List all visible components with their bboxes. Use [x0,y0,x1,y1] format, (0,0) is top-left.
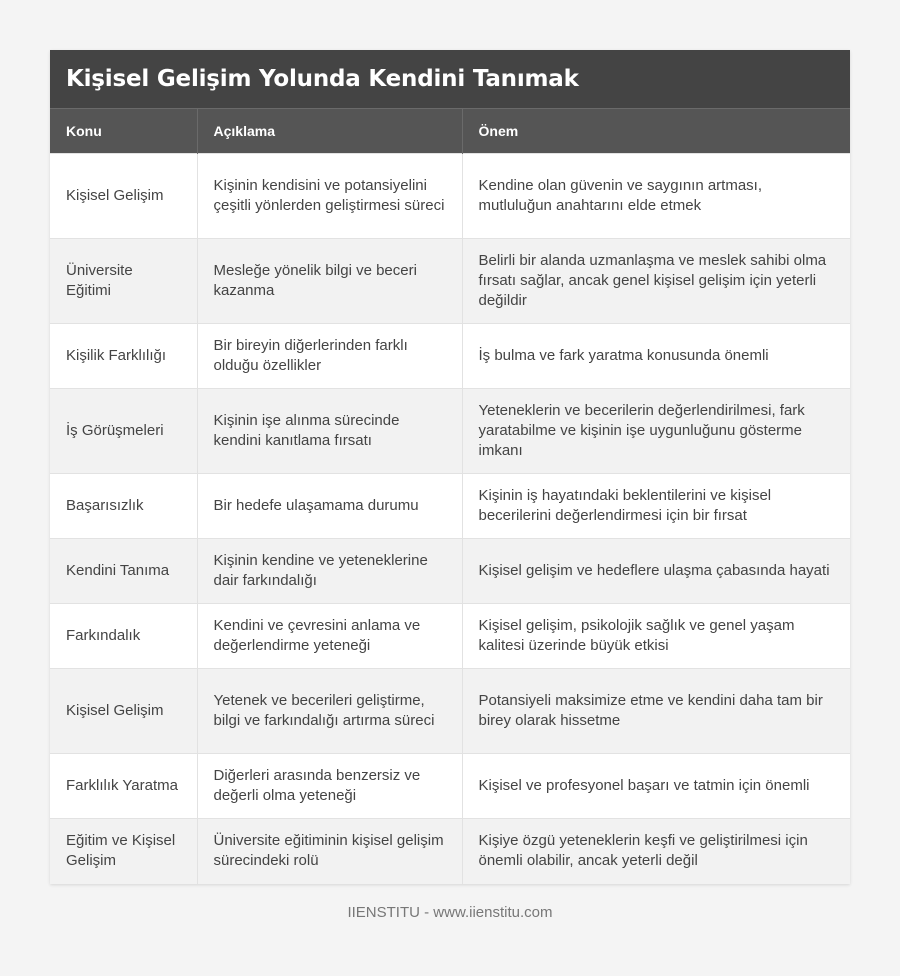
title-bar [50,50,850,108]
table-row [50,604,850,669]
column-header-konu: Konu [50,109,197,154]
cell-konu: Kişilik Farklılığı [50,324,197,389]
cell-konu: Kendini Tanıma [50,539,197,604]
data-table [50,108,850,884]
cell-konu: İş Görüşmeleri [50,389,197,474]
cell-aciklama: Bir hedefe ulaşamama durumu [197,474,462,539]
cell-aciklama: Kişinin kendine ve yeteneklerine dair farkındalığı [197,539,462,604]
cell-aciklama: Kendini ve çevresini anlama ve değerlendirme yeteneği [197,604,462,669]
cell-aciklama: Üniversite eğitiminin kişisel gelişim sürecindeki rolü [197,819,462,884]
table-card [50,50,850,884]
cell-onem: Kişinin iş hayatındaki beklentilerini ve kişisel becerilerini değerlendirmesi için bir fırsat [462,474,850,539]
cell-konu: Kişisel Gelişim [50,669,197,754]
table-row [50,389,850,474]
table-row [50,669,850,754]
cell-onem: İş bulma ve fark yaratma konusunda önemli [462,324,850,389]
cell-aciklama: Kişinin kendisini ve potansiyelini çeşitli yönlerden geliştirmesi süreci [197,154,462,239]
table-row [50,539,850,604]
cell-onem: Kişiye özgü yeteneklerin keşfi ve geliştirilmesi için önemli olabilir, ancak yeterli değil [462,819,850,884]
cell-aciklama: Mesleğe yönelik bilgi ve beceri kazanma [197,239,462,324]
cell-aciklama: Diğerleri arasında benzersiz ve değerli olma yeteneği [197,754,462,819]
cell-konu: Farkındalık [50,604,197,669]
table-row [50,754,850,819]
cell-onem: Kendine olan güvenin ve saygının artması, mutluluğun anahtarını elde etmek [462,154,850,239]
column-header-onem: Önem [462,109,850,154]
cell-konu: Başarısızlık [50,474,197,539]
cell-onem: Kişisel ve profesyonel başarı ve tatmin için önemli [462,754,850,819]
cell-konu: Üniversite Eğitimi [50,239,197,324]
table-row [50,819,850,884]
table-row [50,324,850,389]
cell-onem: Kişisel gelişim, psikolojik sağlık ve genel yaşam kalitesi üzerinde büyük etkisi [462,604,850,669]
page-title: Kişisel Gelişim Yolunda Kendini Tanımak [66,66,579,92]
cell-aciklama: Yetenek ve becerileri geliştirme, bilgi ve farkındalığı artırma süreci [197,669,462,754]
cell-onem: Potansiyeli maksimize etme ve kendini daha tam bir birey olarak hissetme [462,669,850,754]
cell-konu: Eğitim ve Kişisel Gelişim [50,819,197,884]
cell-aciklama: Bir bireyin diğerlerinden farklı olduğu özellikler [197,324,462,389]
table-row [50,154,850,239]
cell-konu: Farklılık Yaratma [50,754,197,819]
cell-onem: Yeteneklerin ve becerilerin değerlendirilmesi, fark yaratabilme ve kişinin işe uygunluğunu gösterme imkanı [462,389,850,474]
cell-onem: Kişisel gelişim ve hedeflere ulaşma çabasında hayati [462,539,850,604]
table-row [50,474,850,539]
cell-konu: Kişisel Gelişim [50,154,197,239]
table-header-row [50,109,850,154]
table-row [50,239,850,324]
column-header-aciklama: Açıklama [197,109,462,154]
footer-credit: IIENSTITU - www.iienstitu.com [347,904,553,921]
cell-aciklama: Kişinin işe alınma sürecinde kendini kanıtlama fırsatı [197,389,462,474]
cell-onem: Belirli bir alanda uzmanlaşma ve meslek sahibi olma fırsatı sağlar, ancak genel kişisel gelişim için yeterli değildir [462,239,850,324]
